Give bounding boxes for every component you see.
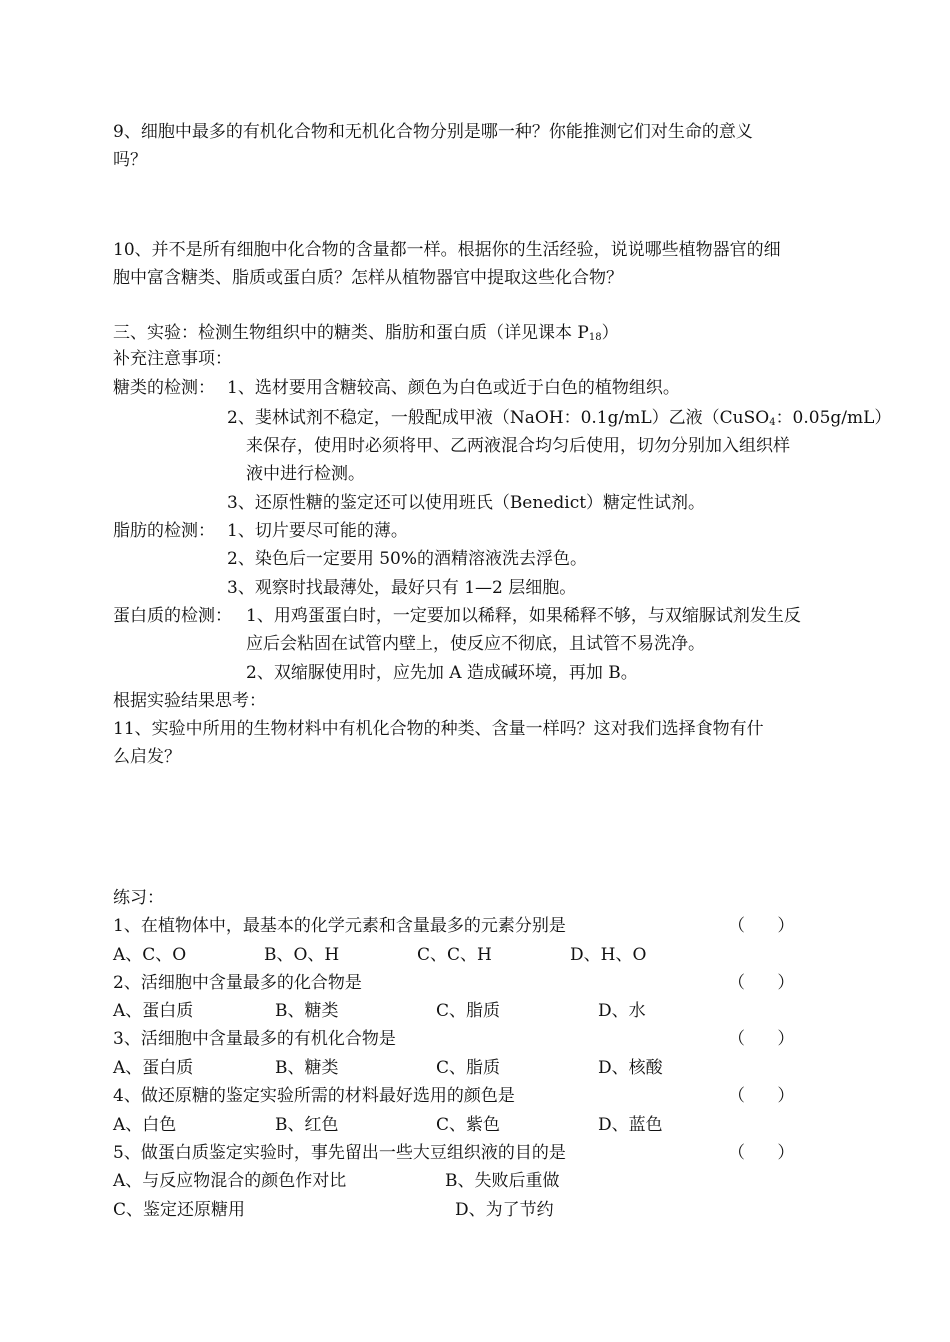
exercise-question: 2、活细胞中含量最多的化合物是 <box>113 973 362 993</box>
exercise-option: B、糖类 <box>275 1001 339 1021</box>
exercise-option: C、鉴定还原糖用 <box>113 1200 246 1220</box>
question-11-line-2: 么启发？ <box>113 747 181 767</box>
exercise-option: C、脂质 <box>436 1001 501 1021</box>
sugar-test-label: 糖类的检测： <box>113 378 215 398</box>
protein-note-1-line-2: 应后会粘固在试管内壁上，使反应不彻底，且试管不易洗净。 <box>246 634 705 654</box>
exercise-option: B、糖类 <box>275 1058 339 1078</box>
notes-heading: 补充注意事项： <box>113 349 232 369</box>
fat-note-2: 2、染色后一定要用 50%的酒精溶液洗去浮色。 <box>227 549 588 569</box>
think-heading: 根据实验结果思考： <box>113 691 266 711</box>
exercises-heading: 练习： <box>113 888 164 908</box>
answer-parentheses: （ ） <box>728 973 795 993</box>
experiment-title-close: ） <box>601 323 619 343</box>
sugar-note-2-text-b: ：0.05g/mL） <box>775 408 892 428</box>
question-10-line-2: 胞中富含糖类、脂质或蛋白质？怎样从植物器官中提取这些化合物？ <box>113 268 623 288</box>
exercise-option: A、白色 <box>113 1115 177 1135</box>
exercise-question: 1、在植物体中，最基本的化学元素和含量最多的元素分别是 <box>113 916 566 936</box>
exercise-option: C、脂质 <box>436 1058 501 1078</box>
exercise-question: 3、活细胞中含量最多的有机化合物是 <box>113 1029 396 1049</box>
exercise-option: C、紫色 <box>436 1115 501 1135</box>
exercise-question: 5、做蛋白质鉴定实验时，事先留出一些大豆组织液的目的是 <box>113 1143 566 1163</box>
exercise-option: A、C、O <box>113 945 187 965</box>
exercise-option: B、O、H <box>264 945 340 965</box>
exercise-option: D、H、O <box>570 945 647 965</box>
exercise-option: D、水 <box>598 1001 646 1021</box>
protein-note-2: 2、双缩脲使用时，应先加 A 造成碱环境，再加 B。 <box>246 663 638 683</box>
sugar-note-2-line-3: 液中进行检测。 <box>246 464 365 484</box>
sugar-note-2-subscript: 4 <box>769 417 776 428</box>
sugar-note-2-line-2: 来保存，使用时必须将甲、乙两液混合均匀后使用，切勿分别加入组织样 <box>246 436 790 456</box>
experiment-title-text: 三、实验：检测生物组织中的糖类、脂肪和蛋白质（详见课本 P <box>113 323 589 343</box>
protein-note-1-line-1: 1、用鸡蛋蛋白时，一定要加以稀释，如果稀释不够，与双缩脲试剂发生反 <box>246 606 801 626</box>
fat-note-1: 1、切片要尽可能的薄。 <box>227 521 408 541</box>
answer-parentheses: （ ） <box>728 916 795 936</box>
question-11-line-1: 11、实验中所用的生物材料中有机化合物的种类、含量一样吗？这对我们选择食物有什 <box>113 719 764 739</box>
fat-test-label: 脂肪的检测： <box>113 521 215 541</box>
sugar-note-2-text-a: 2、斐林试剂不稳定，一般配成甲液（NaOH：0.1g/mL）乙液（CuSO <box>227 408 770 428</box>
exercise-option: A、与反应物混合的颜色作对比 <box>113 1171 347 1191</box>
exercise-option: A、蛋白质 <box>113 1058 194 1078</box>
exercise-question: 4、做还原糖的鉴定实验所需的材料最好选用的颜色是 <box>113 1086 515 1106</box>
protein-test-label: 蛋白质的检测： <box>113 606 232 626</box>
answer-parentheses: （ ） <box>728 1029 795 1049</box>
question-9-line-1: 9、细胞中最多的有机化合物和无机化合物分别是哪一种？你能推测它们对生命的意义 <box>113 122 753 142</box>
exercise-option: D、为了节约 <box>455 1200 554 1220</box>
exercise-option: A、蛋白质 <box>113 1001 194 1021</box>
experiment-title-page-subscript: 18 <box>588 332 602 343</box>
exercise-option: D、蓝色 <box>598 1115 663 1135</box>
question-9-line-2: 吗？ <box>113 150 147 170</box>
answer-parentheses: （ ） <box>728 1086 795 1106</box>
exercise-option: D、核酸 <box>598 1058 663 1078</box>
sugar-note-1: 1、选材要用含糖较高、颜色为白色或近于白色的植物组织。 <box>227 378 680 398</box>
question-10-line-1: 10、并不是所有细胞中化合物的含量都一样。根据你的生活经验，说说哪些植物器官的细 <box>113 240 781 260</box>
exercise-option: B、失败后重做 <box>445 1171 560 1191</box>
fat-note-3: 3、观察时找最薄处，最好只有 1—2 层细胞。 <box>227 578 577 598</box>
exercise-option: B、红色 <box>275 1115 339 1135</box>
answer-parentheses: （ ） <box>728 1143 795 1163</box>
sugar-note-3: 3、还原性糖的鉴定还可以使用班氏（Benedict）糖定性试剂。 <box>227 493 706 513</box>
exercise-option: C、C、H <box>417 945 492 965</box>
